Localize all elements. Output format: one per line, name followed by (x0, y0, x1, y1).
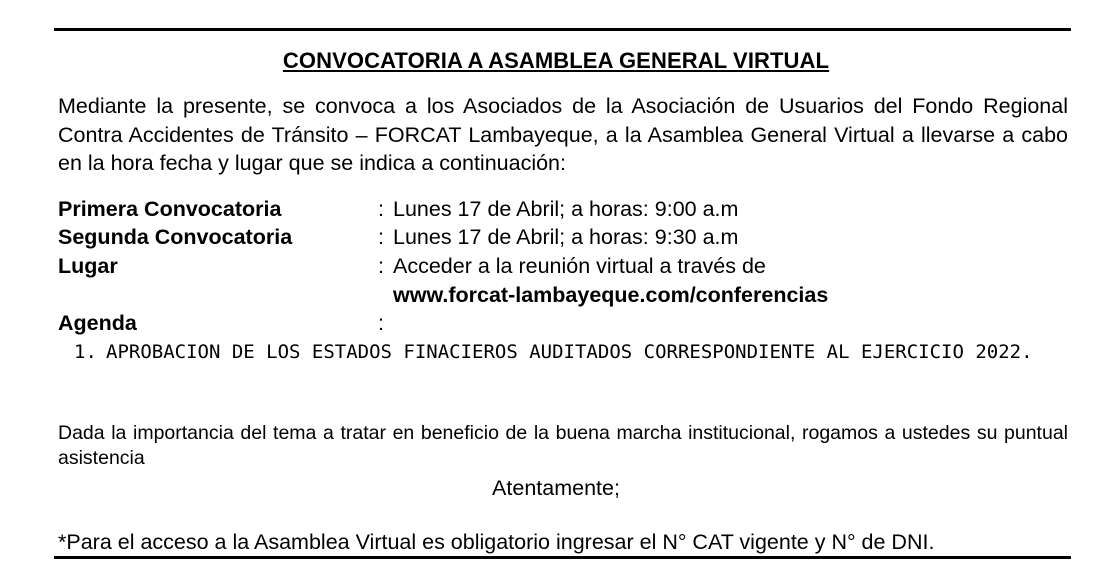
detail-value: Lunes 17 de Abril; a horas: 9:30 a.m (393, 225, 739, 249)
detail-separator: : (378, 225, 384, 249)
document-title: CONVOCATORIA A ASAMBLEA GENERAL VIRTUAL (282, 48, 830, 73)
regards-text: Atentamente; (492, 476, 620, 500)
agenda-item-number: 1. (74, 341, 97, 363)
intro-paragraph: Mediante la presente, se convoca a los Asociados de la Asociación de Usuarios del Fondo Regional Contra Accidentes de Tránsito – FORCAT Lambayeque, a la Asamblea General Virtual a llevarse a cabo en la hora fecha y lugar que se indica a continuación: (58, 94, 1068, 175)
conference-url[interactable]: www.forcat-lambayeque.com/conferencias (393, 283, 829, 307)
detail-separator: : (378, 197, 384, 221)
detail-label: Primera Convocatoria (58, 197, 282, 221)
closing-paragraph: Dada la importancia del tema a tratar en beneficio de la buena marcha institucional, rogamos a ustedes su puntual asistencia (58, 422, 1068, 469)
access-note: *Para el acceso a la Asamblea Virtual es obligatorio ingresar el N° CAT vigente y N° de DNI. (58, 530, 935, 554)
detail-value: Lunes 17 de Abril; a horas: 9:00 a.m (393, 197, 739, 221)
detail-label: Segunda Convocatoria (58, 225, 293, 249)
detail-separator: : (378, 254, 384, 278)
bottom-rule (54, 556, 1071, 559)
detail-value: Acceder a la reunión virtual a través de (393, 254, 766, 278)
top-rule (54, 28, 1071, 31)
detail-label: Agenda (58, 311, 137, 335)
detail-label: Lugar (58, 254, 118, 278)
detail-separator: : (378, 311, 384, 335)
agenda-item-text: APROBACION DE LOS ESTADOS FINACIEROS AUDITADOS CORRESPONDIENTE AL EJERCICIO 2022. (106, 341, 1033, 363)
